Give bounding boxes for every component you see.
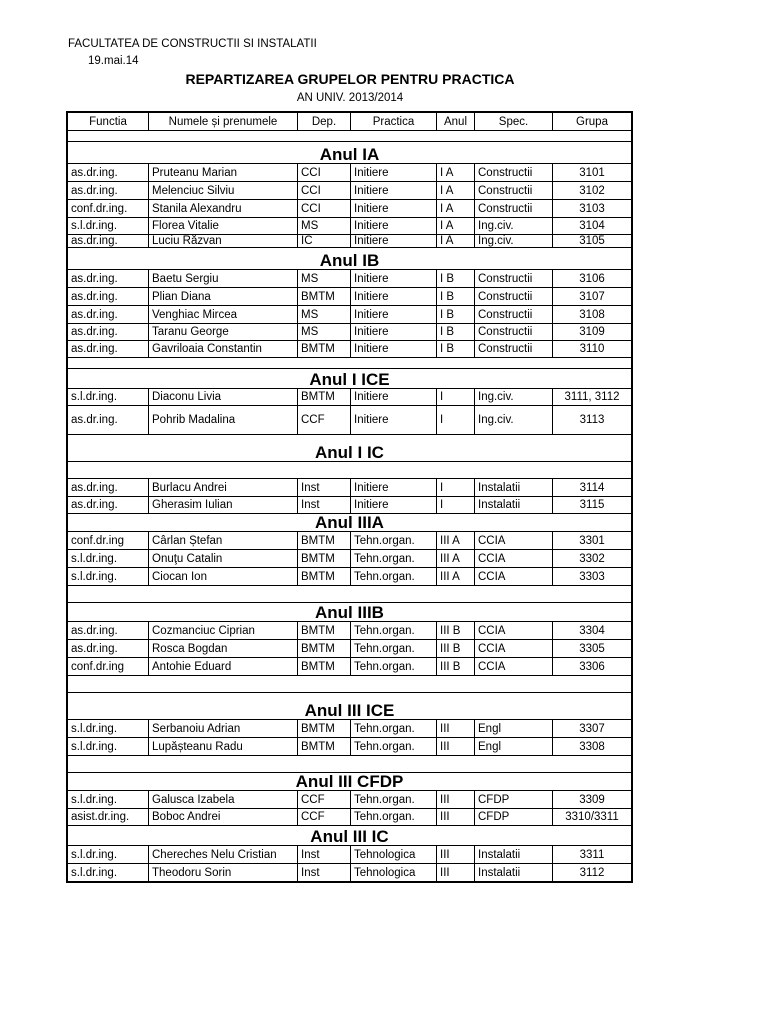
cell-nume: Ciocan Ion [149, 568, 298, 585]
section-title: Anul IB [319, 251, 380, 270]
cell-nume: Lupășteanu Radu [149, 738, 298, 755]
cell-anul: I [437, 389, 475, 405]
cell-anul: I A [437, 164, 475, 181]
cell-nume: Onuţu Catalin [149, 550, 298, 567]
cell-anul: III [437, 846, 475, 863]
faculty-name: FACULTATEA DE CONSTRUCTII SI INSTALATII [68, 38, 317, 50]
cell-practica: Initiere [351, 164, 437, 181]
table-row [68, 622, 631, 640]
cell-practica: Initiere [351, 270, 437, 287]
cell-functia: as.dr.ing. [68, 164, 149, 181]
cell-nume: Serbanoiu Adrian [149, 720, 298, 737]
cell-anul: III [437, 720, 475, 737]
cell-nume: Plian Diana [149, 288, 298, 305]
cell-nume: Baetu Sergiu [149, 270, 298, 287]
cell-spec: Ing.civ. [475, 389, 553, 405]
table-row [68, 809, 631, 826]
cell-anul: III [437, 864, 475, 881]
cell-dep: MS [298, 306, 351, 323]
table-row [68, 720, 631, 738]
cell-grupa: 3103 [579, 202, 605, 215]
cell-anul: I A [437, 182, 475, 199]
table-row [68, 288, 631, 306]
cell-grupa: 3107 [579, 290, 605, 303]
cell-nume: Gavriloaia Constantin [149, 341, 298, 357]
cell-functia: as.dr.ing. [68, 235, 149, 247]
cell-nume: Venghiac Mircea [149, 306, 298, 323]
section-title: Anul III CFDP [295, 772, 404, 791]
cell-practica: Initiere [351, 200, 437, 217]
table-row [68, 341, 631, 358]
cell-functia: conf.dr.ing [68, 658, 149, 675]
table-row [68, 497, 631, 514]
cell-grupa: 3310/3311 [565, 811, 619, 823]
section-title: Anul I IC [315, 443, 384, 462]
section-title: Anul I ICE [309, 370, 390, 389]
cell-grupa: 3101 [579, 166, 605, 179]
cell-nume: Cârlan Ștefan [149, 532, 298, 549]
section-header-row [68, 142, 631, 164]
col-header-nume: Numele și prenumele [149, 113, 298, 130]
section-header-row [68, 693, 631, 720]
cell-functia: conf.dr.ing [68, 532, 149, 549]
table-row [68, 846, 631, 864]
table-row [68, 864, 631, 881]
cell-anul: I [437, 497, 475, 513]
cell-spec: CCIA [475, 532, 553, 549]
cell-dep: IC [298, 235, 351, 247]
table-row [68, 200, 631, 218]
cell-practica: Tehnologica [351, 864, 437, 881]
cell-spec: Constructii [475, 200, 553, 217]
cell-dep: BMTM [298, 658, 351, 675]
cell-dep: MS [298, 324, 351, 340]
cell-nume: Boboc Andrei [149, 809, 298, 825]
cell-dep: Inst [298, 479, 351, 496]
cell-dep: BMTM [298, 720, 351, 737]
cell-spec: Constructii [475, 182, 553, 199]
cell-grupa: 3113 [579, 414, 605, 426]
cell-functia: s.l.dr.ing. [68, 791, 149, 808]
cell-grupa: 3106 [579, 272, 605, 285]
cell-grupa: 3302 [579, 552, 605, 565]
cell-spec: Ing.civ. [475, 406, 553, 434]
table-row [68, 182, 631, 200]
document-date: 19.mai.14 [88, 55, 139, 67]
cell-grupa: 3311 [579, 848, 605, 861]
cell-practica: Tehn.organ. [351, 550, 437, 567]
cell-grupa: 3304 [579, 624, 605, 637]
cell-anul: I [437, 406, 475, 434]
cell-grupa: 3109 [579, 326, 605, 338]
cell-practica: Tehn.organ. [351, 658, 437, 675]
cell-spec: CCIA [475, 658, 553, 675]
spacer-row [68, 586, 631, 603]
table-row [68, 738, 631, 756]
cell-practica: Tehn.organ. [351, 791, 437, 808]
cell-grupa: 3305 [579, 642, 605, 655]
cell-dep: Inst [298, 497, 351, 513]
cell-anul: I B [437, 306, 475, 323]
cell-anul: I A [437, 200, 475, 217]
assignment-table [66, 111, 633, 883]
table-row [68, 479, 631, 497]
cell-nume: Pohrib Madalina [149, 406, 298, 434]
table-row [68, 270, 631, 288]
cell-practica: Initiere [351, 182, 437, 199]
cell-functia: as.dr.ing. [68, 341, 149, 357]
section-header-row [68, 826, 631, 846]
section-header-row [68, 603, 631, 622]
cell-anul: I B [437, 324, 475, 340]
document-title: REPARTIZAREA GRUPELOR PENTRU PRACTICA [185, 71, 515, 87]
cell-practica: Tehn.organ. [351, 738, 437, 755]
cell-practica: Initiere [351, 497, 437, 513]
section-title: Anul IIIB [315, 603, 384, 622]
cell-grupa: 3102 [579, 184, 605, 197]
cell-dep: BMTM [298, 622, 351, 639]
cell-spec: Instalatii [475, 864, 553, 881]
cell-nume: Diaconu Livia [149, 389, 298, 405]
cell-practica: Initiere [351, 324, 437, 340]
cell-spec: Constructii [475, 270, 553, 287]
section-header-row [68, 248, 631, 270]
cell-grupa: 3104 [579, 220, 605, 232]
cell-practica: Initiere [351, 235, 437, 247]
table-row [68, 568, 631, 586]
cell-anul: III A [437, 568, 475, 585]
cell-anul: I [437, 479, 475, 496]
cell-nume: Gherasim Iulian [149, 497, 298, 513]
spacer-row [68, 676, 631, 693]
cell-practica: Initiere [351, 288, 437, 305]
cell-dep: CCI [298, 164, 351, 181]
table-row [68, 406, 631, 435]
table-row [68, 164, 631, 182]
cell-dep: Inst [298, 864, 351, 881]
cell-dep: BMTM [298, 532, 351, 549]
cell-dep: CCF [298, 791, 351, 808]
cell-functia: s.l.dr.ing. [68, 864, 149, 881]
cell-spec: Constructii [475, 341, 553, 357]
cell-spec: Instalatii [475, 497, 553, 513]
cell-spec: Constructii [475, 324, 553, 340]
academic-year: AN UNIV. 2013/2014 [296, 92, 404, 104]
spacer-row [68, 131, 631, 142]
cell-functia: asist.dr.ing. [68, 809, 149, 825]
cell-functia: s.l.dr.ing. [68, 568, 149, 585]
cell-grupa: 3307 [579, 722, 605, 735]
cell-nume: Rosca Bogdan [149, 640, 298, 657]
cell-functia: s.l.dr.ing. [68, 720, 149, 737]
cell-nume: Galusca Izabela [149, 791, 298, 808]
cell-practica: Tehn.organ. [351, 568, 437, 585]
spacer-row [68, 462, 631, 479]
cell-dep: BMTM [298, 341, 351, 357]
cell-functia: s.l.dr.ing. [68, 846, 149, 863]
cell-dep: Inst [298, 846, 351, 863]
cell-nume: Melenciuc Silviu [149, 182, 298, 199]
cell-spec: Constructii [475, 306, 553, 323]
section-title: Anul IA [319, 145, 380, 164]
cell-dep: CCF [298, 809, 351, 825]
cell-grupa: 3308 [579, 740, 605, 753]
cell-nume: Antohie Eduard [149, 658, 298, 675]
cell-spec: Instalatii [475, 846, 553, 863]
cell-nume: Florea Vitalie [149, 218, 298, 234]
section-title: Anul III ICE [304, 701, 395, 720]
table-header-row [68, 113, 631, 131]
cell-anul: III [437, 791, 475, 808]
cell-spec: CCIA [475, 550, 553, 567]
cell-grupa: 3309 [579, 793, 605, 806]
cell-functia: as.dr.ing. [68, 406, 149, 434]
cell-spec: CCIA [475, 640, 553, 657]
cell-spec: Constructii [475, 288, 553, 305]
cell-dep: BMTM [298, 389, 351, 405]
cell-anul: III B [437, 640, 475, 657]
cell-functia: s.l.dr.ing. [68, 738, 149, 755]
cell-functia: s.l.dr.ing. [68, 389, 149, 405]
cell-grupa: 3303 [579, 570, 605, 583]
cell-anul: I B [437, 341, 475, 357]
table-row [68, 389, 631, 406]
table-row [68, 218, 631, 235]
cell-grupa: 3110 [579, 343, 605, 355]
cell-functia: conf.dr.ing. [68, 200, 149, 217]
cell-functia: as.dr.ing. [68, 622, 149, 639]
table-row [68, 324, 631, 341]
cell-practica: Initiere [351, 389, 437, 405]
cell-grupa: 3114 [579, 481, 605, 494]
cell-practica: Tehn.organ. [351, 720, 437, 737]
col-header-spec: Spec. [475, 113, 553, 130]
cell-grupa: 3108 [579, 308, 605, 321]
cell-grupa: 3301 [579, 534, 605, 547]
cell-practica: Tehnologica [351, 846, 437, 863]
table-body [68, 131, 631, 881]
spacer-row [68, 358, 631, 369]
section-header-row [68, 514, 631, 532]
cell-nume: Taranu George [149, 324, 298, 340]
table-row [68, 532, 631, 550]
cell-anul: III B [437, 658, 475, 675]
cell-nume: Theodoru Sorin [149, 864, 298, 881]
cell-nume: Stanila Alexandru [149, 200, 298, 217]
cell-dep: BMTM [298, 288, 351, 305]
cell-grupa: 3111, 3112 [564, 391, 620, 403]
cell-practica: Initiere [351, 306, 437, 323]
section-header-row [68, 369, 631, 389]
section-header-row [68, 773, 631, 791]
cell-anul: III A [437, 550, 475, 567]
cell-anul: I A [437, 235, 475, 247]
cell-dep: CCF [298, 406, 351, 434]
col-header-dep: Dep. [298, 113, 351, 130]
cell-spec: Constructii [475, 164, 553, 181]
cell-functia: as.dr.ing. [68, 324, 149, 340]
cell-dep: BMTM [298, 568, 351, 585]
cell-dep: BMTM [298, 640, 351, 657]
cell-spec: Instalatii [475, 479, 553, 496]
cell-spec: CCIA [475, 622, 553, 639]
col-header-anul: Anul [437, 113, 475, 130]
cell-practica: Initiere [351, 479, 437, 496]
cell-dep: BMTM [298, 738, 351, 755]
cell-practica: Initiere [351, 218, 437, 234]
cell-spec: Ing.civ. [475, 218, 553, 234]
col-header-grupa: Grupa [576, 115, 608, 128]
cell-anul: III B [437, 622, 475, 639]
cell-practica: Tehn.organ. [351, 640, 437, 657]
col-header-functia: Functia [68, 113, 149, 130]
table-row [68, 791, 631, 809]
cell-dep: MS [298, 270, 351, 287]
cell-grupa: 3105 [579, 235, 605, 247]
section-title: Anul III IC [310, 827, 389, 846]
table-row [68, 550, 631, 568]
cell-practica: Tehn.organ. [351, 532, 437, 549]
cell-functia: as.dr.ing. [68, 270, 149, 287]
cell-practica: Tehn.organ. [351, 809, 437, 825]
cell-anul: III [437, 809, 475, 825]
cell-nume: Luciu Răzvan [149, 235, 298, 247]
cell-functia: as.dr.ing. [68, 182, 149, 199]
cell-dep: CCI [298, 200, 351, 217]
cell-spec: Ing.civ. [475, 235, 553, 247]
cell-nume: Cozmanciuc Ciprian [149, 622, 298, 639]
cell-dep: CCI [298, 182, 351, 199]
col-header-practica: Practica [351, 113, 437, 130]
cell-dep: MS [298, 218, 351, 234]
cell-spec: CFDP [475, 791, 553, 808]
table-row [68, 306, 631, 324]
cell-spec: Engl [475, 738, 553, 755]
cell-spec: CCIA [475, 568, 553, 585]
table-row [68, 235, 631, 248]
cell-nume: Burlacu Andrei [149, 479, 298, 496]
section-header-row [68, 435, 631, 462]
cell-spec: CFDP [475, 809, 553, 825]
cell-functia: as.dr.ing. [68, 640, 149, 657]
spacer-row [68, 756, 631, 773]
cell-functia: as.dr.ing. [68, 306, 149, 323]
cell-grupa: 3112 [579, 866, 605, 879]
cell-nume: Chereches Nelu Cristian [149, 846, 298, 863]
cell-dep: BMTM [298, 550, 351, 567]
cell-functia: s.l.dr.ing. [68, 550, 149, 567]
cell-anul: I A [437, 218, 475, 234]
cell-anul: I B [437, 288, 475, 305]
cell-anul: III A [437, 532, 475, 549]
cell-practica: Initiere [351, 341, 437, 357]
cell-grupa: 3115 [579, 499, 605, 511]
cell-spec: Engl [475, 720, 553, 737]
cell-anul: I B [437, 270, 475, 287]
cell-practica: Tehn.organ. [351, 622, 437, 639]
cell-nume: Pruteanu Marian [149, 164, 298, 181]
cell-functia: as.dr.ing. [68, 497, 149, 513]
table-row [68, 658, 631, 676]
cell-functia: as.dr.ing. [68, 288, 149, 305]
cell-anul: III [437, 738, 475, 755]
table-row [68, 640, 631, 658]
cell-functia: as.dr.ing. [68, 479, 149, 496]
cell-functia: s.l.dr.ing. [68, 218, 149, 234]
cell-practica: Initiere [351, 406, 437, 434]
section-title: Anul IIIA [315, 513, 384, 532]
cell-grupa: 3306 [579, 660, 605, 673]
